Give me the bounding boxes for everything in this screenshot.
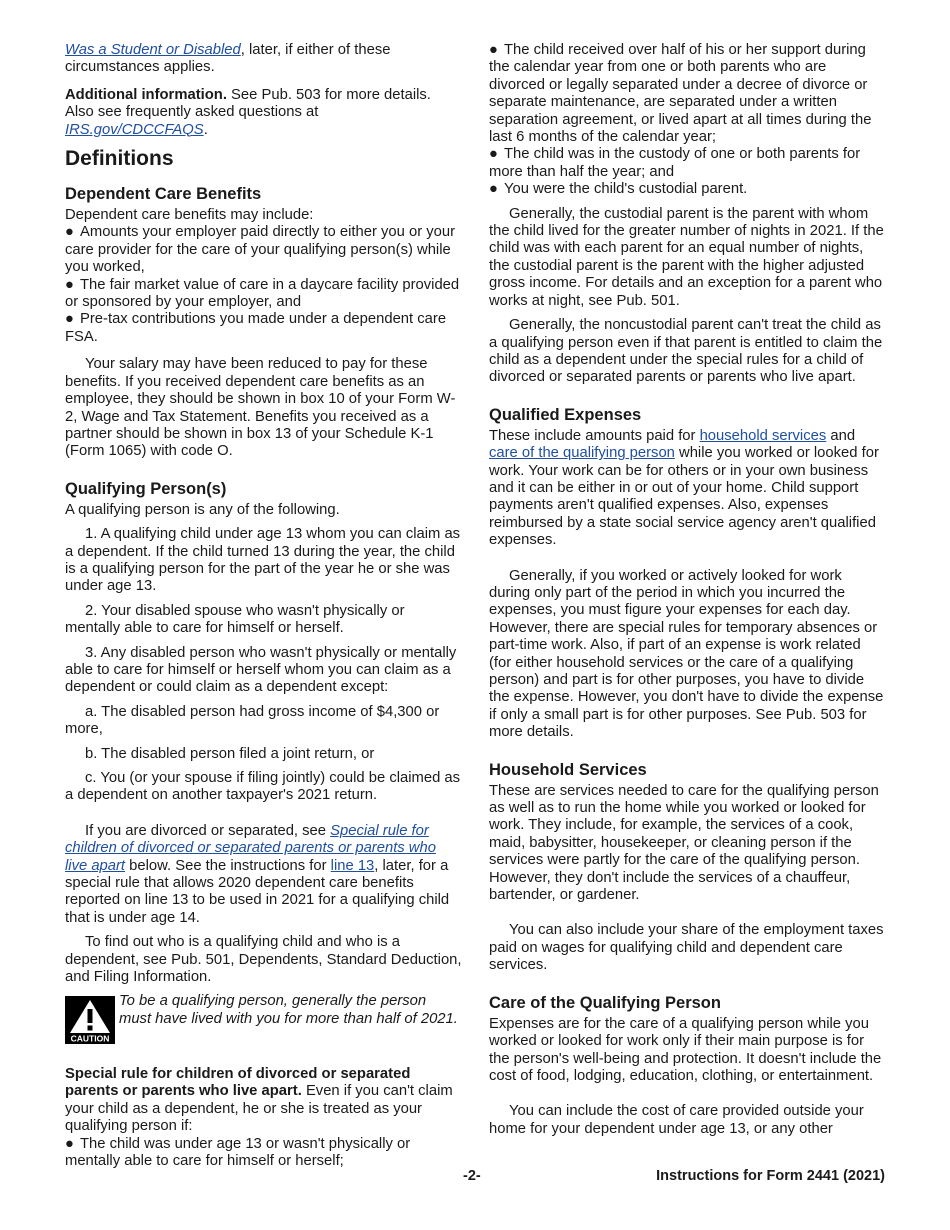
student-disabled-link[interactable]: Was a Student or Disabled [65, 42, 241, 58]
cqp-paragraph-2: You can include the cost of care provided outside your home for your dependent under age 13, or any other [489, 1103, 864, 1137]
qp-item-2: 2. Your disabled spouse who wasn't physically or mentally able to care for himself or herself. [65, 602, 405, 637]
list-item: ● The fair market value of care in a daycare facility provided or sponsored by your employer, and [65, 276, 460, 311]
dcb-paragraph: Your salary may have been reduced to pay for these benefits. If you received dependent care benefits as an employee, they should be shown in box 10 of your Form W-2, Wage and Tax Statement. Benefits you received as a partner should be shown in box 13 of your Schedule K-1 (Form 1065) with code O. [65, 356, 456, 460]
additional-info-label: Additional information. [65, 86, 227, 103]
care-of-qualifying-person-link[interactable]: care of the qualifying person [489, 445, 675, 462]
line-13-link[interactable]: line 13 [330, 857, 375, 874]
intro-paragraph: Was a Student or Disabled, later, if either of these circumstances applies. [65, 42, 391, 76]
caution-box [65, 993, 462, 1049]
bullet-icon: ● [65, 1135, 74, 1152]
bullet-icon: ● [489, 181, 498, 198]
list-item: ● You were the child's custodial parent. [489, 181, 748, 198]
caution-icon [65, 996, 115, 1049]
qp-item-1: 1. A qualifying child under age 13 whom you can claim as a dependent. If the child turned 13 during the year, the child is a qualifying person for the part of the year he or she was under age 13. [65, 526, 461, 595]
qualifying-persons-heading: Qualifying Person(s) [65, 479, 227, 498]
right-column [489, 42, 886, 1145]
caution-text: To be a qualifying person, generally the person must have lived with you for more than half of 2021. [119, 993, 458, 1027]
list-item: ● The child was under age 13 or wasn't physically or mentally able to care for himself or herself; [65, 1135, 411, 1169]
care-qualifying-person-heading: Care of the Qualifying Person [489, 993, 721, 1012]
list-item: ● The child received over half of his or her support during the calendar year from one or both parents who are divorced or legally separated under a decree of divorce or separate maintenance, are separated under a written separation agreement, or lived apart at all times during the last 6 months of the calendar year; [489, 42, 872, 146]
footer-title: Instructions for Form 2441 (2021) [656, 1168, 885, 1184]
definitions-heading: Definitions [65, 147, 174, 171]
bullet-icon: ● [65, 311, 74, 328]
list-item: ● Pre-tax contributions you made under a dependent care FSA. [65, 311, 447, 345]
special-rule-label: Special rule for children of divorced or separated parents or parents who live apart. [65, 1065, 411, 1100]
qp-lead: A qualifying person is any of the following. [65, 501, 340, 518]
hs-paragraph: These are services needed to care for the qualifying person as well as to run the home while you worked or looked for work. They include, for example, the services of a cook, maid, babysitter, housekeeper, or cleaning person if the services were partly for the care of the qualifying person. However, they don't include the services of a chauffeur, bartender, or gardener. [489, 782, 879, 904]
cqp-paragraph: Expenses are for the care of a qualifying person while you worked or looked for work only if their main purpose is for the person's well-being and protection. It doesn't include the cost of food, lodging, education, clothing, or entertainment. [489, 1015, 882, 1084]
bullet-icon: ● [489, 42, 498, 58]
household-services-link[interactable]: household services [699, 427, 827, 444]
left-column [65, 42, 462, 1170]
qp-item-c: c. You (or your spouse if filing jointly) could be claimed as a dependent on another taxpayer's 2021 return. [65, 770, 461, 804]
qp-item-b: b. The disabled person filed a joint return, or [85, 745, 375, 762]
dependent-care-benefits-heading: Dependent Care Benefits [65, 185, 262, 204]
household-services-heading: Household Services [489, 760, 647, 779]
qp-item-a: a. The disabled person had gross income of $4,300 or more, [65, 703, 440, 738]
qe-paragraph: These include amounts paid for household services and care of the qualifying person while you worked or looked for work. Your work can be for others or in your own business and it can be either in or out of your home. Child support payments aren't qualified expenses. Also, expenses reimbursed by a state social service agency aren't qualified expenses. [489, 427, 879, 549]
find-out-paragraph: To find out who is a qualifying child and who is a dependent, see Pub. 501, Dependents, Standard Deduction, and Filing Information. [65, 934, 462, 986]
divorced-paragraph: If you are divorced or separated, see Special rule for children of divorced or separated parents or parents who live apart below. See the instructions for line 13, later, for a special rule that allows 2020 dependent care benefits reported on line 13 to be used in 2021 for a qualifying child that is under age 14. [65, 822, 450, 926]
dcb-lead: Dependent care benefits may include: [65, 207, 314, 224]
additional-info-paragraph: Additional information. See Pub. 503 for more details. Also see frequently asked questions at IRS.gov/CDCCFAQS. [65, 86, 431, 138]
cdccfaqs-link[interactable]: IRS.gov/CDCCFAQS [65, 121, 204, 138]
caution-label: CAUTION [70, 1033, 110, 1044]
list-item: ● The child was in the custody of one or both parents for more than half the year; and [489, 146, 861, 180]
noncustodial-paragraph: Generally, the noncustodial parent can't treat the child as a qualifying person even if that parent is entitled to claim the child as a dependent under the special rules for a child of divorced or separated parents or parents who live apart. [489, 317, 883, 386]
qe-paragraph-2: Generally, if you worked or actively looked for work during only part of the period in which you incurred the expenses, you must figure your expenses for each day. However, there are special rules for temporary absences or part-time work. Also, if part of an expense is work related (for either household services or the care of a qualifying person) and part is for other purposes, you have to divide the expense. However, you don't have to divide the expense if only a small part is for other purposes. See Pub. 503 for more details. [489, 567, 884, 741]
special-rule-link-end[interactable]: live apart [65, 857, 126, 874]
bullet-icon: ● [65, 224, 74, 241]
bullet-icon: ● [65, 276, 74, 293]
bullet-icon: ● [489, 146, 498, 163]
qp-item-3: 3. Any disabled person who wasn't physically or mentally able to care for himself or herself whom you can claim as a dependent or could claim as a dependent except: [65, 644, 457, 696]
custodial-paragraph: Generally, the custodial parent is the parent with whom the child lived for the greater number of nights in 2021. If the child was with each parent for an equal number of nights, the custodial parent is the parent with the higher adjusted gross income. For details and an exception for a parent who works at night, see Pub. 501. [489, 205, 884, 309]
special-rule-link[interactable]: Special rule for children of divorced or separated parents or parents who [65, 822, 436, 857]
special-rule-paragraph: Special rule for children of divorced or separated parents or parents who live apart. Even if you can't claim your child as a dependent, he or she is treated as your qualifying person if: [65, 1065, 453, 1135]
hs-paragraph-2: You can also include your share of the employment taxes paid on wages for qualifying child and dependent care services. [489, 922, 884, 974]
qualified-expenses-heading: Qualified Expenses [489, 405, 642, 424]
page-number: -2- [463, 1168, 481, 1184]
list-item: ● Amounts your employer paid directly to either you or your care provider for the care of your qualifying person(s) while you worked, [65, 224, 456, 276]
